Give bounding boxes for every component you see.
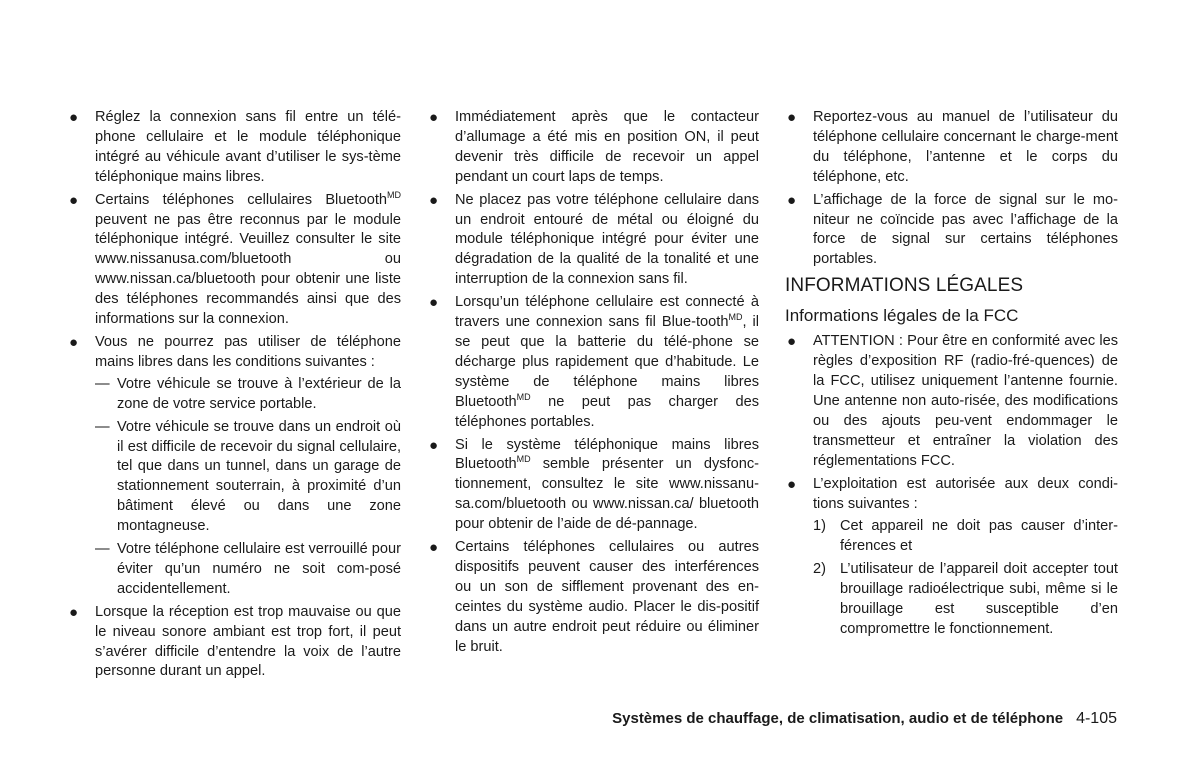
numbered-list bbox=[813, 517, 1118, 639]
list-item bbox=[68, 333, 401, 600]
numbered-item bbox=[813, 560, 1118, 640]
numbered-text: Cet appareil ne doit pas causer d’inter-férences et bbox=[840, 518, 1118, 555]
column-3 bbox=[786, 108, 1118, 643]
section-subheading: Informations légales de la FCC bbox=[785, 306, 1019, 326]
paragraph: L’affichage de la force de signal sur le mo-niteur ne coïncide pas avec l’affichage de la force de signal sur certains téléphones portables. bbox=[813, 191, 1118, 268]
list-item bbox=[428, 538, 759, 657]
item-number: 1) bbox=[813, 518, 826, 535]
bullet-list bbox=[786, 332, 1118, 640]
bullet-icon: ● bbox=[69, 603, 79, 621]
list-item bbox=[786, 332, 1118, 471]
bullet-icon: ● bbox=[429, 109, 439, 126]
list-item bbox=[786, 191, 1118, 271]
bullet-icon: ● bbox=[69, 109, 79, 126]
paragraph: Reportez-vous au manuel de l’utilisateur du téléphone cellulaire concernant le charge-ment du téléphone, l’antenne et le corps du téléphone, etc. bbox=[813, 109, 1118, 185]
list-item bbox=[428, 436, 759, 536]
dash-list bbox=[95, 375, 401, 600]
paragraph-text: , il se peut que la batterie du télé-phone se décharge plus rapidement que d’habitude. Le système de téléphone mains libres Bluetooth bbox=[455, 314, 760, 410]
list-item bbox=[68, 191, 401, 330]
bullet-icon: ● bbox=[69, 191, 79, 209]
item-number: 2) bbox=[813, 561, 826, 578]
trademark-superscript: MD bbox=[728, 312, 743, 323]
trademark-superscript: MD bbox=[387, 189, 401, 200]
paragraph-text: ne peut pas charger des téléphones portables. bbox=[455, 393, 759, 430]
trademark-superscript: MD bbox=[516, 454, 531, 465]
column-2 bbox=[428, 108, 759, 660]
chapter-title: Systèmes de chauffage, de climatisation, audio et de téléphone bbox=[612, 710, 1064, 727]
bullet-icon: ● bbox=[787, 191, 797, 209]
paragraph bbox=[455, 436, 759, 536]
column-1 bbox=[68, 108, 401, 685]
list-item bbox=[786, 475, 1118, 640]
dash-item bbox=[95, 418, 401, 537]
bullet-icon: ● bbox=[429, 436, 439, 454]
list-item bbox=[68, 603, 401, 683]
bullet-icon: ● bbox=[787, 475, 797, 493]
dash-icon: — bbox=[95, 375, 110, 392]
page-footer bbox=[612, 710, 1117, 728]
bullet-list bbox=[786, 108, 1118, 270]
dash-icon: — bbox=[95, 418, 110, 435]
paragraph bbox=[95, 191, 401, 330]
paragraph: ATTENTION : Pour être en conformité avec les règles d’exposition RF (radio-fré-quences) de la FCC, utilisez uniquement l’antenne fournie. Une antenne non auto-risée, des modifications ou des ajouts peu-vent endommager le transmetteur et entraîner la violation des réglementations FCC. bbox=[813, 333, 1118, 469]
dash-text: Votre véhicule se trouve à l’extérieur de la zone de votre service portable. bbox=[117, 375, 401, 412]
bullet-list bbox=[428, 108, 759, 657]
paragraph: Immédiatement après que le contacteur d’allumage a été mis en position ON, il peut devenir très difficile de recevoir un appel pendant un court laps de temps. bbox=[455, 109, 759, 185]
bullet-icon: ● bbox=[429, 191, 439, 209]
dash-icon: — bbox=[95, 541, 110, 558]
list-item bbox=[68, 108, 401, 188]
bullet-list bbox=[68, 108, 401, 682]
paragraph: Certains téléphones cellulaires ou autres dispositifs peuvent causer des interférences ou un son de sifflement provenant des en-ceintes du système audio. Placer le dis-positif dans un autre endroit peut réduire ou éliminer le bruit. bbox=[455, 539, 759, 655]
paragraph: Réglez la connexion sans fil entre un télé-phone cellulaire et le module téléphonique intégré au véhicule avant d’utiliser le sys-tème téléphonique mains libres. bbox=[95, 109, 401, 185]
paragraph-text: peuvent ne pas être reconnus par le module téléphonique intégré. Veuillez consulter le site www.nissanusa.com/bluetooth ou www.nissan.ca/bluetooth pour obtenir une liste des téléphones recommandés ainsi que des informations sur la connexion. bbox=[95, 211, 401, 328]
paragraph: Vous ne pourrez pas utiliser de téléphone mains libres dans les conditions suivantes : bbox=[95, 333, 401, 370]
list-item bbox=[786, 108, 1118, 188]
dash-item bbox=[95, 540, 401, 600]
dash-text: Votre téléphone cellulaire est verrouillé pour éviter qu’un numéro ne soit com-posé accidentellement. bbox=[117, 541, 401, 597]
paragraph-text: semble présenter un dysfonc-tionnement, consultez le site www.nissanu-sa.com/bluetooth ou www.nissan.ca/ bluetooth pour obtenir de l’aide de dé-pannage. bbox=[455, 456, 759, 533]
list-item bbox=[428, 293, 759, 432]
paragraph: Ne placez pas votre téléphone cellulaire dans un endroit entouré de métal ou éloigné du module téléphonique intégré pour éviter une dégradation de la qualité de la tonalité et une interruption de la connexion sans fil. bbox=[455, 191, 759, 288]
numbered-text: L’utilisateur de l’appareil doit accepter tout brouillage radioélectrique subi, même si le brouillage est susceptible d’en compromettre le fonctionnement. bbox=[840, 561, 1118, 637]
paragraph-text: Certains téléphones cellulaires Bluetooth bbox=[95, 191, 387, 208]
dash-item bbox=[95, 375, 401, 415]
list-item bbox=[428, 191, 759, 291]
section-heading: INFORMATIONS LÉGALES bbox=[785, 275, 1024, 297]
paragraph-text: Si le système téléphonique mains libres Bluetooth bbox=[455, 436, 759, 473]
bullet-icon: ● bbox=[787, 333, 797, 351]
paragraph: L’exploitation est autorisée aux deux condi-tions suivantes : bbox=[813, 475, 1118, 512]
page-number: 4-105 bbox=[1076, 710, 1117, 727]
bullet-icon: ● bbox=[429, 294, 439, 312]
paragraph: Lorsque la réception est trop mauvaise ou que le niveau sonore ambiant est trop fort, il peut s’avérer difficile d’entendre la voix de l’autre personne durant un appel. bbox=[95, 603, 401, 680]
numbered-item bbox=[813, 517, 1118, 557]
list-item bbox=[428, 108, 759, 188]
dash-text: Votre véhicule se trouve dans un endroit où il est difficile de recevoir du signal cellulaire, tel que dans un tunnel, dans un garage de stationnement souterrain, à proximité d’un bâtiment élevé ou dans une zone montagneuse. bbox=[117, 418, 401, 535]
paragraph bbox=[455, 293, 759, 432]
bullet-icon: ● bbox=[69, 333, 79, 351]
trademark-superscript: MD bbox=[516, 391, 531, 402]
paragraph-text: Lorsqu’un téléphone cellulaire est connecté à travers une connexion sans fil Blue-tooth bbox=[455, 294, 759, 331]
bullet-icon: ● bbox=[787, 109, 797, 126]
bullet-icon: ● bbox=[429, 539, 439, 557]
